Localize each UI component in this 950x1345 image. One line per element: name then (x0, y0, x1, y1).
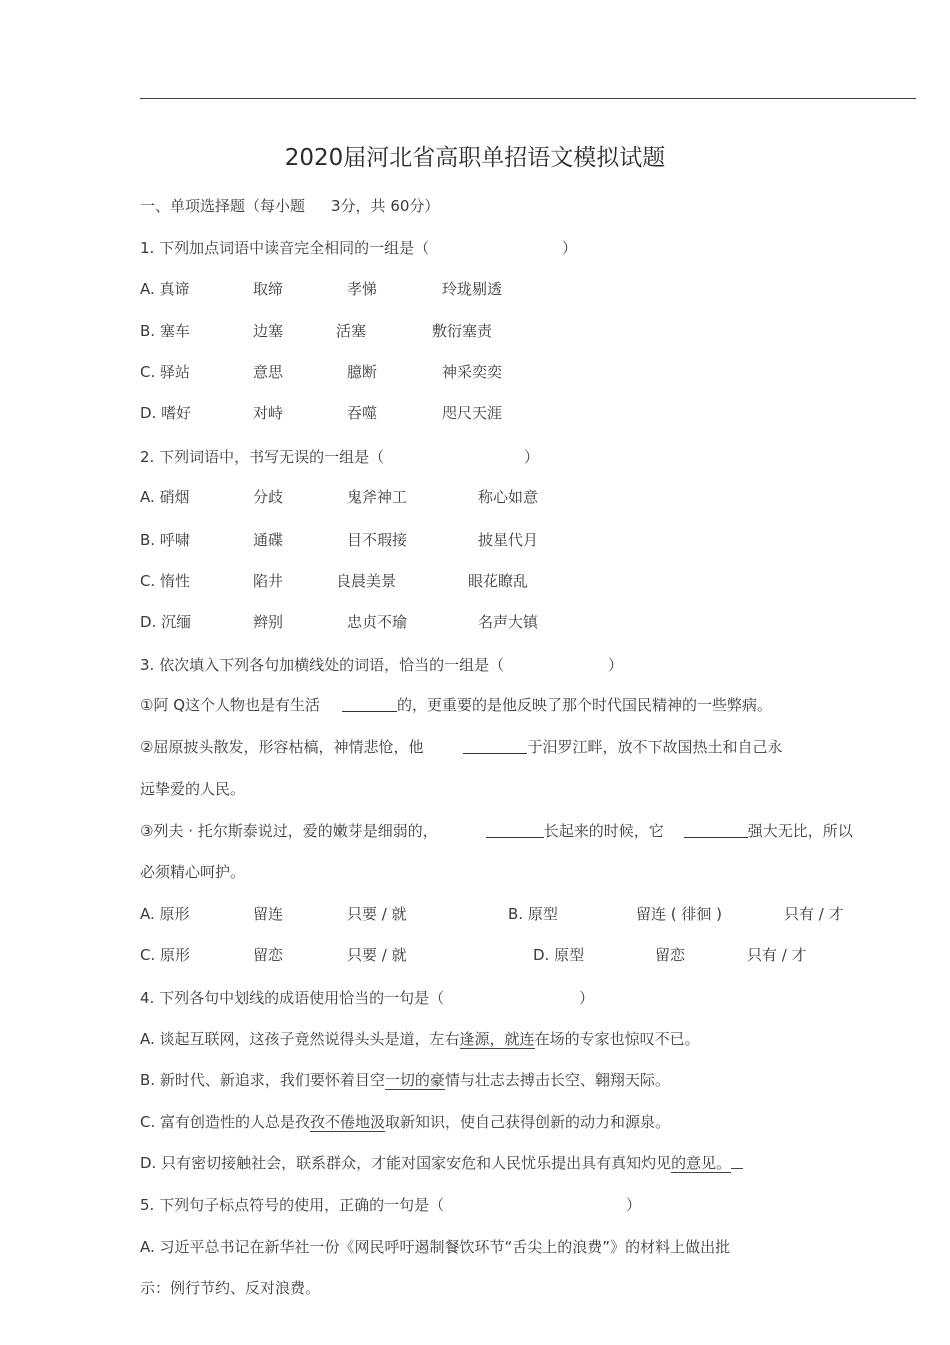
q2-option-b: B. 呼啸 (140, 531, 190, 549)
q1-option-b-word: 活塞 (336, 322, 367, 340)
q3-option-b-word: 只有 / 才 (784, 905, 844, 923)
q3-sentence-2: ②屈原披头散发，形容枯槁，神情悲怆，他 于汨罗江畔，放不下故国热土和自己永 (140, 738, 783, 756)
section-heading: 一、单项选择题（每小题 3分，共 60分） (140, 197, 440, 215)
fill-blank (684, 821, 748, 838)
q5-close: ） (626, 1196, 642, 1214)
page-title: 2020届河北省高职单招语文模拟试题 (284, 145, 666, 171)
q4-stem: 4. 下列各句中划线的成语使用恰当的一句是（ (140, 989, 445, 1007)
fill-blank (463, 737, 527, 754)
q1-close: ） (562, 239, 578, 257)
q1-option-d: D. 嗜好 (140, 404, 192, 422)
q1-option-c-word: 臆断 (347, 363, 378, 381)
q2-option-a-word: 鬼斧神工 (347, 488, 408, 506)
underlined-idiom: 一切的豪 (384, 1071, 445, 1089)
q2-option-c-word: 陷井 (253, 572, 284, 590)
q1-option-d-word: 咫尺天涯 (442, 404, 503, 422)
q2-option-d-word: 忠贞不瑜 (347, 613, 408, 631)
q5-option-a: A. 习近平总书记在新华社一份《网民呼吁遏制餐饮环节“舌尖上的浪费”》的材料上做出批 (140, 1238, 731, 1256)
q3-stem: 3. 依次填入下列各句加横线处的词语，恰当的一组是（ (140, 656, 505, 674)
q1-option-d-word: 吞噬 (347, 404, 378, 422)
q3-option-c: C. 原形 (140, 946, 191, 964)
q3-option-d-word: 只有 / 才 (747, 946, 807, 964)
fill-blank (342, 695, 397, 712)
q3-option-d: D. 原型 (533, 946, 585, 964)
q1-option-c-word: 意思 (253, 363, 284, 381)
q1-option-a: A. 真谛 (140, 280, 190, 298)
q2-close: ） (524, 448, 540, 466)
q1-option-c-word: 神采奕奕 (442, 363, 503, 381)
q2-option-c: C. 惰性 (140, 572, 191, 590)
q3-sentence-1: ①阿 Q这个人物也是有生活 的，更重要的是他反映了那个时代国民精神的一些弊病。 (140, 696, 773, 714)
q1-option-a-word: 取缔 (253, 280, 284, 298)
q1-option-a-word: 玲珑剔透 (442, 280, 503, 298)
q5-stem: 5. 下列句子标点符号的使用，正确的一句是（ (140, 1196, 445, 1214)
q3-option-d-word: 留恋 (655, 946, 686, 964)
q4-option-b: B. 新时代、新追求，我们要怀着目空一切的豪情与壮志去搏击长空、翱翔天际。 (140, 1071, 670, 1089)
q4-option-a: A. 谈起互联网，这孩子竟然说得头头是道，左右逢源，就连在场的专家也惊叹不已。 (140, 1030, 700, 1048)
q1-option-b-word: 敷衍塞责 (432, 322, 493, 340)
q4-option-c: C. 富有创造性的人总是孜孜不倦地汲取新知识，使自己获得创新的动力和源泉。 (140, 1113, 671, 1131)
q2-option-a: A. 硝烟 (140, 488, 190, 506)
q2-option-b-word: 目不瑕接 (347, 531, 408, 549)
q2-option-d-word: 辫别 (253, 613, 284, 631)
q2-option-b-word: 披星代月 (478, 531, 539, 549)
q3-option-c-word: 留恋 (253, 946, 284, 964)
q3-option-b: B. 原型 (508, 905, 558, 923)
q3-option-b-word: 留连 ( 徘徊 ) (636, 905, 723, 923)
q3-sentence-3-cont: 必须精心呵护。 (140, 863, 246, 881)
underlined-idiom: 逢源，就连 (459, 1030, 535, 1048)
q2-option-d-word: 名声大镇 (478, 613, 539, 631)
underlined-idiom: 孜不倦地汲 (310, 1113, 386, 1131)
q3-option-a-word: 只要 / 就 (347, 905, 407, 923)
q1-stem: 1. 下列加点词语中读音完全相同的一组是（ (140, 239, 430, 257)
q1-option-c: C. 驿站 (140, 363, 191, 381)
q3-close: ） (608, 656, 624, 674)
q2-option-a-word: 分歧 (253, 488, 284, 506)
q1-option-b: B. 塞车 (140, 322, 190, 340)
q2-option-c-word: 良晨美景 (336, 572, 397, 590)
q2-option-d: D. 沉缅 (140, 613, 192, 631)
q2-option-c-word: 眼花瞭乱 (468, 572, 529, 590)
q1-option-a-word: 孝悌 (347, 280, 378, 298)
q4-close: ） (579, 989, 595, 1007)
q3-sentence-2-cont: 远挚爱的人民。 (140, 780, 246, 798)
q2-option-b-word: 通碟 (253, 531, 284, 549)
q3-option-a: A. 原形 (140, 905, 190, 923)
fill-blank (486, 821, 544, 838)
q2-stem: 2. 下列词语中，书写无误的一组是（ (140, 448, 385, 466)
q3-option-a-word: 留连 (253, 905, 284, 923)
q3-option-c-word: 只要 / 就 (347, 946, 407, 964)
q4-option-d: D. 只有密切接触社会，联系群众，才能对国家安危和人民忧乐提出具有真知灼见的意见。 (140, 1153, 743, 1173)
q3-sentence-3: ③列夫 · 托尔斯泰说过，爱的嫩芽是细弱的， 长起来的时候，它 强大无比，所以 (140, 822, 853, 840)
q1-option-b-word: 边塞 (253, 322, 284, 340)
underlined-idiom: 的意见。 (671, 1154, 732, 1172)
q1-option-d-word: 对峙 (253, 404, 284, 422)
top-rule (140, 98, 916, 99)
q5-option-a-cont: 示：例行节约、反对浪费。 (140, 1279, 321, 1297)
q2-option-a-word: 称心如意 (478, 488, 539, 506)
